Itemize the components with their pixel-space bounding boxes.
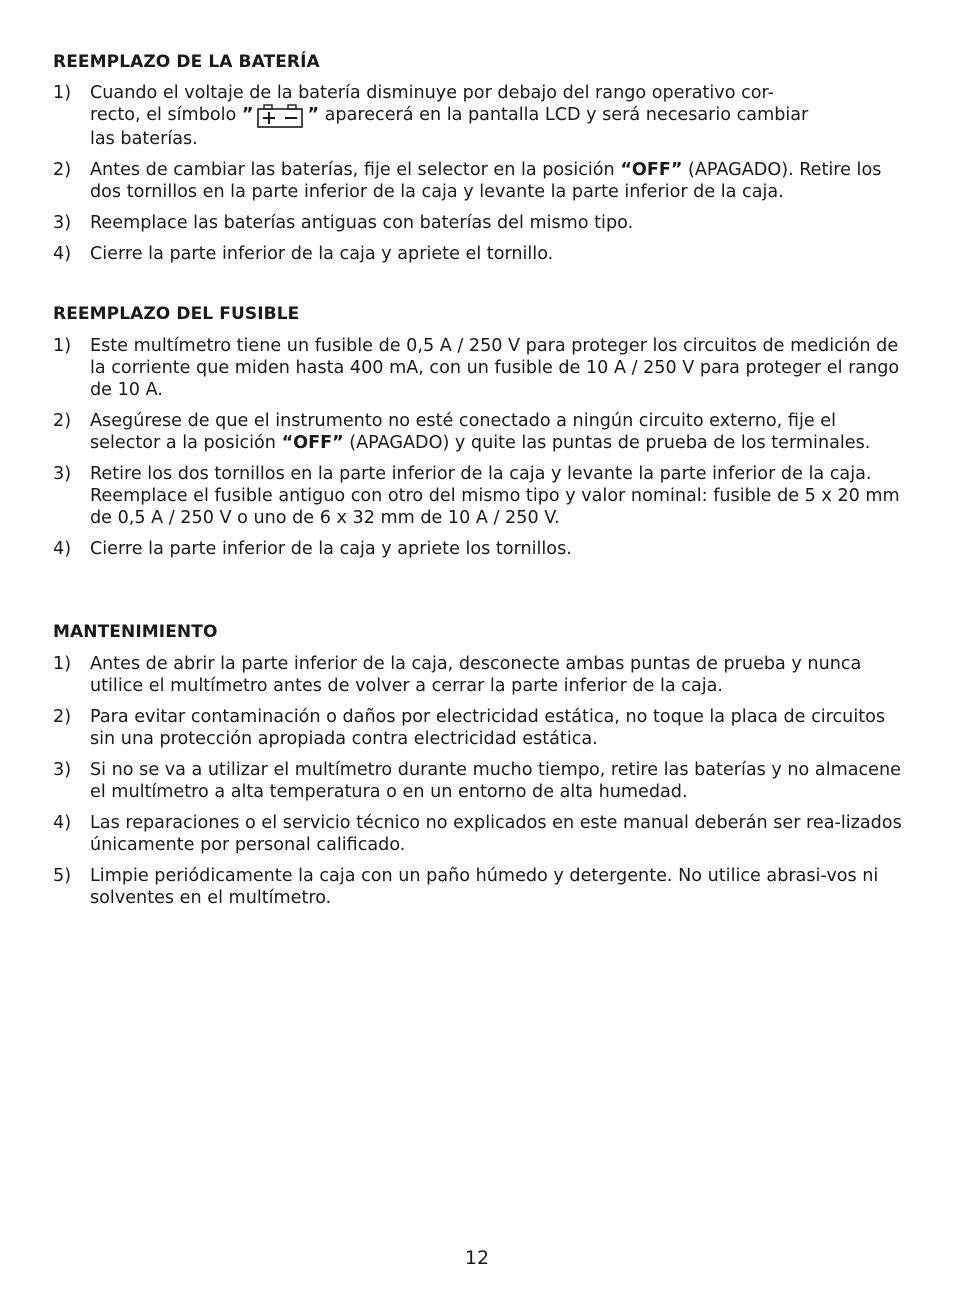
off-label: “OFF”	[620, 160, 683, 180]
item-text: Cierre la parte inferior de la caja y apriete los tornillos.	[90, 539, 572, 559]
battery-icon	[257, 104, 303, 128]
item-text: (APAGADO) y quite las puntas de prueba de los terminales.	[343, 433, 871, 453]
list-item	[53, 410, 903, 454]
item-number: 2)	[53, 707, 72, 727]
item-text: las baterías.	[90, 129, 198, 149]
fuse-steps-list	[53, 335, 903, 569]
list-item	[53, 212, 903, 234]
list-item	[53, 759, 903, 803]
off-label: “OFF”	[281, 433, 344, 453]
item-text: Limpie periódicamente la caja con un paño húmedo y detergente. No utilice abrasi-vos ni solventes en el multímetro.	[90, 866, 879, 908]
list-item	[53, 82, 903, 150]
item-number: 4)	[53, 539, 72, 559]
quote-mark: ”	[241, 105, 254, 125]
list-item	[53, 463, 903, 529]
list-item	[53, 243, 903, 265]
list-item	[53, 538, 903, 560]
item-text: Este multímetro tiene un fusible de 0,5 A / 250 V para proteger los circuitos de medición de la corriente que miden hasta 400 mA, con un fusible de 10 A / 250 V para proteger el rango de 10 A.	[90, 336, 900, 400]
item-text: Antes de abrir la parte inferior de la caja, desconecte ambas puntas de prueba y nunca utilice el multímetro antes de volver a cerrar la parte inferior de la caja.	[90, 654, 862, 696]
item-text: aparecerá en la pantalla LCD y será necesario cambiar	[319, 105, 809, 125]
list-item	[53, 653, 903, 697]
item-number: 3)	[53, 464, 72, 484]
item-text: Reemplace las baterías antiguas con baterías del mismo tipo.	[90, 213, 634, 233]
item-number: 4)	[53, 244, 72, 264]
item-number: 1)	[53, 83, 72, 103]
item-text: (APAGADO). Retire los dos tornillos en la parte inferior de la caja y levante la parte inferior de la caja.	[90, 160, 882, 202]
item-text: Cuando el voltaje de la batería disminuye por debajo del rango operativo cor-	[90, 83, 774, 103]
item-number: 1)	[53, 336, 72, 356]
list-item	[53, 159, 903, 203]
page-number: 12	[464, 1247, 490, 1269]
list-item	[53, 706, 903, 750]
item-number: 3)	[53, 760, 72, 780]
item-text: Retire los dos tornillos en la parte inferior de la caja y levante la parte inferior de la caja. Reemplace el fusible antiguo con otro del mismo tipo y valor nominal: fusible de 5 x 20 mm de 0,5 A / 250 V o uno de 6 x 32 mm de 10 A / 250 V.	[90, 464, 900, 528]
list-item	[53, 812, 903, 856]
section-title-maintenance: MANTENIMIENTO	[53, 622, 218, 642]
item-text: Cierre la parte inferior de la caja y apriete el tornillo.	[90, 244, 554, 264]
item-number: 1)	[53, 654, 72, 674]
item-number: 2)	[53, 160, 72, 180]
item-number: 5)	[53, 866, 72, 886]
list-item	[53, 865, 903, 909]
section-title-fuse: REEMPLAZO DEL FUSIBLE	[53, 304, 300, 324]
item-text: recto, el símbolo	[90, 105, 242, 125]
battery-steps-list	[53, 82, 903, 274]
item-text: Las reparaciones o el servicio técnico no explicados en este manual deberán ser rea-lizados únicamente por personal calificado.	[90, 813, 902, 855]
section-title-battery: REEMPLAZO DE LA BATERÍA	[53, 52, 320, 72]
item-number: 2)	[53, 411, 72, 431]
item-number: 3)	[53, 213, 72, 233]
item-text: Antes de cambiar las baterías, fije el selector en la posición	[90, 160, 621, 180]
maintenance-steps-list	[53, 653, 903, 918]
item-number: 4)	[53, 813, 72, 833]
item-text: Para evitar contaminación o daños por electricidad estática, no toque la placa de circuitos sin una protección apropiada contra electricidad estática.	[90, 707, 886, 749]
quote-mark: ”	[307, 105, 320, 125]
item-text: Asegúrese de que el instrumento no esté conectado a ningún circuito externo, fije el selector a la posición	[90, 411, 836, 453]
list-item	[53, 335, 903, 401]
item-text: Si no se va a utilizar el multímetro durante mucho tiempo, retire las baterías y no almacene el multímetro a alta temperatura o en un entorno de alta humedad.	[90, 760, 901, 802]
